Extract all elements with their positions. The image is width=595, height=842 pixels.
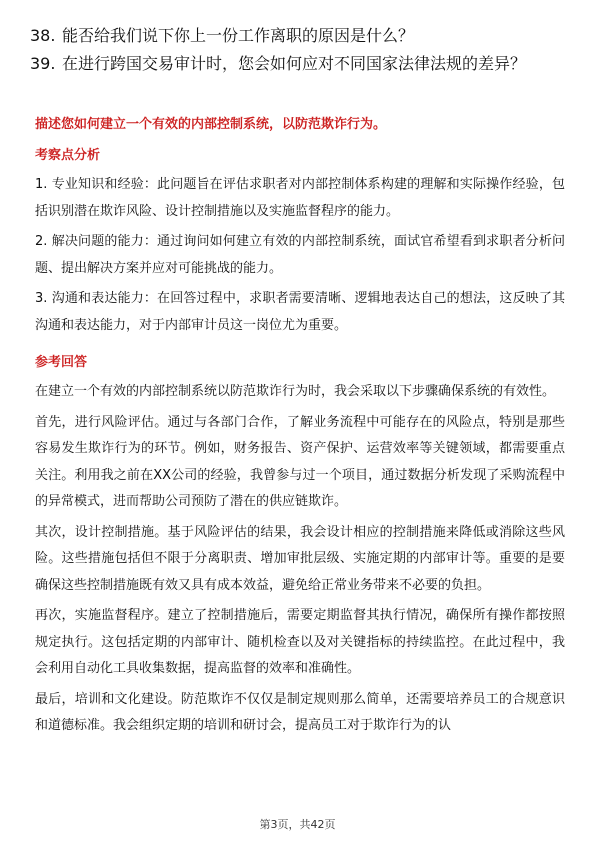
question-number: 39. [30,54,56,73]
question-text: 在进行跨国交易审计时，您会如何应对不同国家法律法规的差异？ [62,54,527,73]
answer-section [35,353,565,740]
analysis-point: 3. 沟通和表达能力：在回答过程中，求职者需要清晰、逻辑地表达自己的想法，这反映了其沟通和表达能力，对于内部审计员这一岗位尤为重要。 [35,291,565,333]
analysis-point: 1. 专业知识和经验：此问题旨在评估求职者对内部控制体系构建的理解和实际操作经验，包括识别潜在欺诈风险、设计控制措施以及实施监督程序的能力。 [35,177,565,219]
question-item [30,52,570,76]
question-number: 38. [30,26,56,45]
question-list [30,24,570,80]
analysis-point: 2. 解决问题的能力：通过询问如何建立有效的内部控制系统，面试官希望看到求职者分析问题、提出解决方案并应对可能挑战的能力。 [35,234,565,276]
analysis-section [35,146,565,339]
answer-heading: 参考回答 [35,355,88,370]
question-item [30,24,570,48]
page-footer: 第3页，共42页 [259,818,336,831]
analysis-heading: 考察点分析 [35,148,101,163]
answer-paragraph: 最后，培训和文化建设。防范欺诈不仅仅是制定规则那么简单，还需要培养员工的合规意识和道德标准。我会组织定期的培训和研讨会，提高员工对于欺诈行为的认 [35,691,565,733]
answer-paragraph: 再次，实施监督程序。建立了控制措施后，需要定期监督其执行情况，确保所有操作都按照规定执行。这包括定期的内部审计、随机检查以及对关键指标的持续监控。在此过程中，我会利用自动化工具收集数据，提高监督的效率和准确性。 [35,608,565,676]
main-question-title: 描述您如何建立一个有效的内部控制系统，以防范欺诈行为。 [35,117,387,132]
question-text: 能否给我们说下你上一份工作离职的原因是什么？ [62,26,415,45]
analysis-points [35,172,565,339]
answer-paragraph: 其次，设计控制措施。基于风险评估的结果，我会设计相应的控制措施来降低或消除这些风险。这些措施包括但不限于分离职责、增加审批层级、实施定期的内部审计等。重要的是要确保这些控制措施既有效又具有成本效益，避免给正常业务带来不必要的负担。 [35,524,565,593]
answer-paragraph: 在建立一个有效的内部控制系统以防范欺诈行为时，我会采取以下步骤确保系统的有效性。 [35,384,556,399]
content-body [35,114,565,744]
answer-paragraph: 首先，进行风险评估。通过与各部门合作，了解业务流程中可能存在的风险点，特别是那些容易发生欺诈行为的环节。例如，财务报告、资产保护、运营效率等关键领域，都需要重点关注。利用我之前在XX公司的经验，我曾参与过一个项目，通过数据分析发现了采购流程中的异常模式，进而帮助公司预防了潜在的供应链欺诈。 [35,414,565,509]
